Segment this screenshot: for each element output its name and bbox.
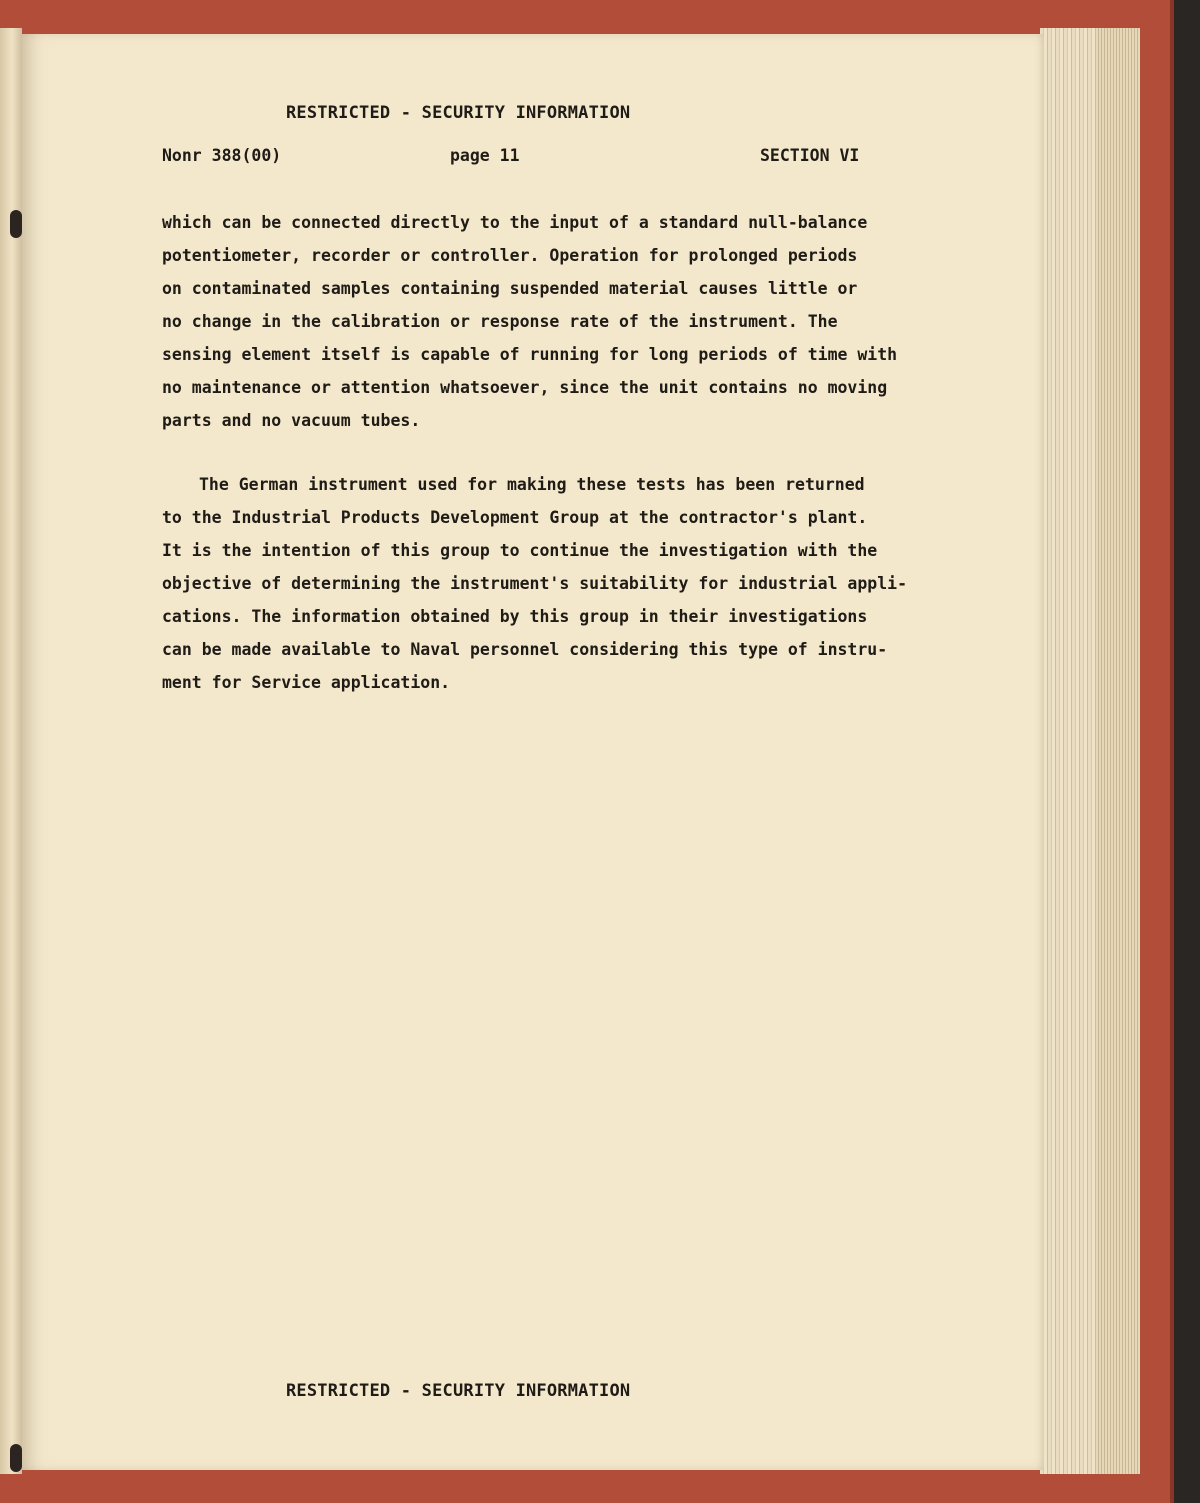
paragraph-1 bbox=[162, 206, 902, 437]
text-line: objective of determining the instrument's suitability for industrial appli- bbox=[162, 574, 908, 593]
text-line: on contaminated samples containing suspended material causes little or bbox=[162, 279, 858, 298]
text-line: parts and no vacuum tubes. bbox=[162, 411, 421, 430]
text-line: The German instrument used for making these tests has been returned bbox=[199, 475, 865, 494]
paragraph-2 bbox=[162, 468, 908, 699]
page-number: page 11 bbox=[450, 146, 520, 165]
text-line: sensing element itself is capable of running for long periods of time with bbox=[162, 345, 898, 364]
text-line: It is the intention of this group to continue the investigation with the bbox=[162, 541, 878, 560]
text-line: potentiometer, recorder or controller. Operation for prolonged periods bbox=[162, 246, 858, 265]
section-label: SECTION VI bbox=[760, 146, 860, 165]
text-line: no change in the calibration or response rate of the instrument. The bbox=[162, 312, 838, 331]
text-line: which can be connected directly to the input of a standard null-balance bbox=[162, 213, 868, 232]
text-line: no maintenance or attention whatsoever, since the unit contains no moving bbox=[162, 378, 888, 397]
text-line: to the Industrial Products Development Group at the contractor's plant. bbox=[162, 508, 868, 527]
text-line: can be made available to Naval personnel considering this type of instru- bbox=[162, 640, 888, 659]
security-banner-bottom: RESTRICTED - SECURITY INFORMATION bbox=[286, 1381, 631, 1401]
contract-number: Nonr 388(00) bbox=[162, 146, 282, 165]
text-line: ment for Service application. bbox=[162, 673, 451, 692]
security-banner-top: RESTRICTED - SECURITY INFORMATION bbox=[286, 103, 631, 123]
text-line: cations. The information obtained by this group in their investigations bbox=[162, 607, 868, 626]
